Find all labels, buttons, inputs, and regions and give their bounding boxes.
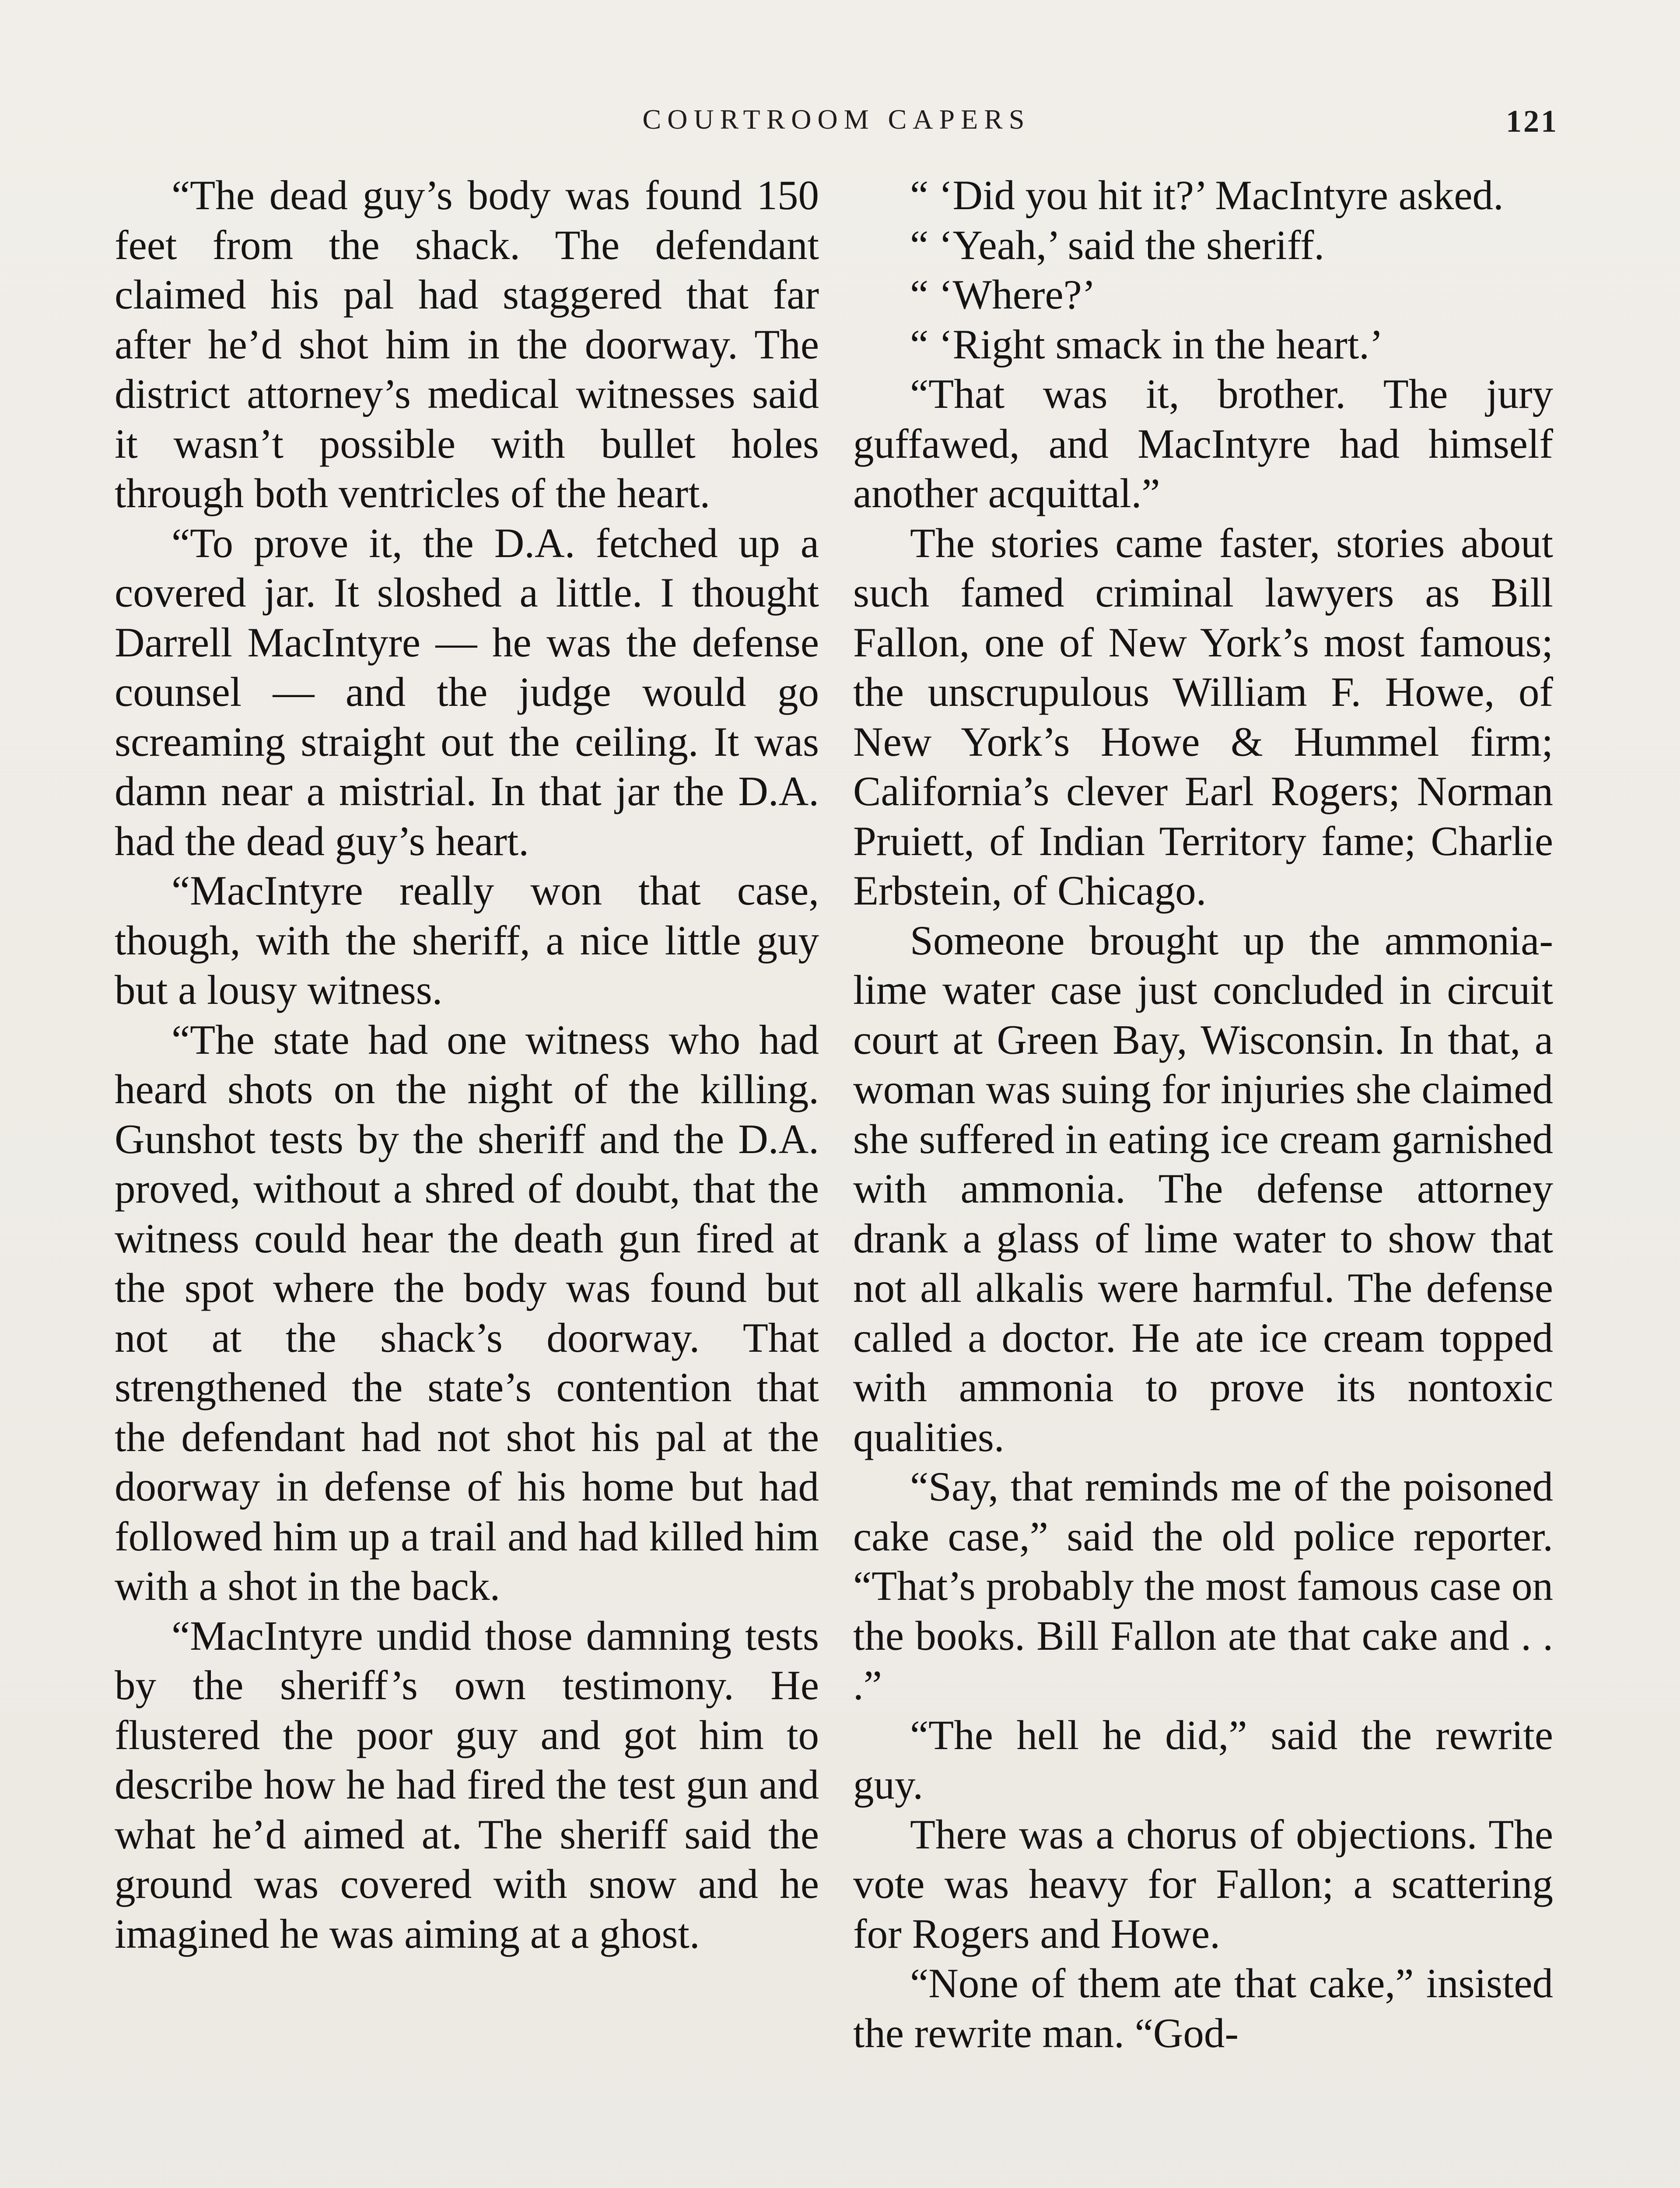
page-header <box>115 103 1558 151</box>
paragraph: “The hell he did,” said the rewrite guy. <box>853 1711 1553 1808</box>
paragraph: “The state had one witness who had heard shots on the night of the killing. Gunshot tests by the sheriff and the D.A. proved, without a shred of doubt, that the witness could hear the death gun fired at the spot where the body was found but not at the shack’s doorway. That strengthened the state’s contention that the defendant had not shot his pal at the doorway in defense of his home but had followed him up a trail and had killed him with a shot in the back. <box>115 1016 819 1609</box>
paragraph: “ ‘Did you hit it?’ MacIntyre asked. <box>910 172 1504 218</box>
paragraph: “ ‘Right smack in the heart.’ <box>910 321 1383 368</box>
page-number: 121 <box>1506 104 1558 139</box>
paragraph: “ ‘Where?’ <box>910 271 1096 318</box>
paragraph: “That was it, brother. The jury guffawed, and MacIntyre had himself another acquittal.” <box>853 371 1553 516</box>
paragraph: “Say, that reminds me of the poisoned cake case,” said the old police reporter. “That’s probably the most famous case on the books. Bill Fallon ate that cake and . . .” <box>853 1463 1553 1708</box>
right-column <box>853 171 1553 2058</box>
running-head: COURTROOM CAPERS <box>642 104 1031 135</box>
paragraph: “The dead guy’s body was found 150 feet from the shack. The defendant claimed his pal had staggered that far after he’d shot him in the doorway. The district attorney’s medical witnesses said it wasn’t possible with bullet holes through both ventricles of the heart. <box>115 172 819 516</box>
paragraph: Someone brought up the ammonia-lime water case just concluded in circuit court at Green Bay, Wisconsin. In that, a woman was suing for injuries she claimed she suffered in eating ice cream garnished with ammonia. The defense attorney drank a glass of lime water to show that not all alkalis were harmful. The defense called a doctor. He ate ice cream topped with ammonia to prove its nontoxic qualities. <box>853 917 1553 1460</box>
paragraph: “To prove it, the D.A. fetched up a covered jar. It sloshed a little. I thought Darrell MacIntyre — he was the defense counsel — and the judge would go screaming straight out the ceiling. It was damn near a mistrial. In that jar the D.A. had the dead guy’s heart. <box>115 519 819 864</box>
paragraph: “MacIntyre undid those damning tests by the sheriff’s own testimony. He flustered the poor guy and got him to describe how he had fired the test gun and what he’d aimed at. The sheriff said the ground was covered with snow and he imagined he was aiming at a ghost. <box>115 1612 819 1957</box>
paragraph: “MacIntyre really won that case, though, with the sheriff, a nice little guy but a lousy witness. <box>115 867 819 1013</box>
paragraph: There was a chorus of objections. The vote was heavy for Fallon; a scattering for Rogers and Howe. <box>853 1811 1553 1957</box>
paragraph: The stories came faster, stories about such famed criminal lawyers as Bill Fallon, one of New York’s most famous; the unscrupulous William F. Howe, of New York’s Howe & Hummel firm; California’s clever Earl Rogers; Norman Pruiett, of Indian Territory fame; Charlie Erbstein, of Chicago. <box>853 519 1553 914</box>
left-column <box>115 171 819 1959</box>
paragraph: “None of them ate that cake,” insisted the rewrite man. “God- <box>853 1960 1553 2056</box>
paragraph: “ ‘Yeah,’ said the sheriff. <box>910 221 1325 268</box>
